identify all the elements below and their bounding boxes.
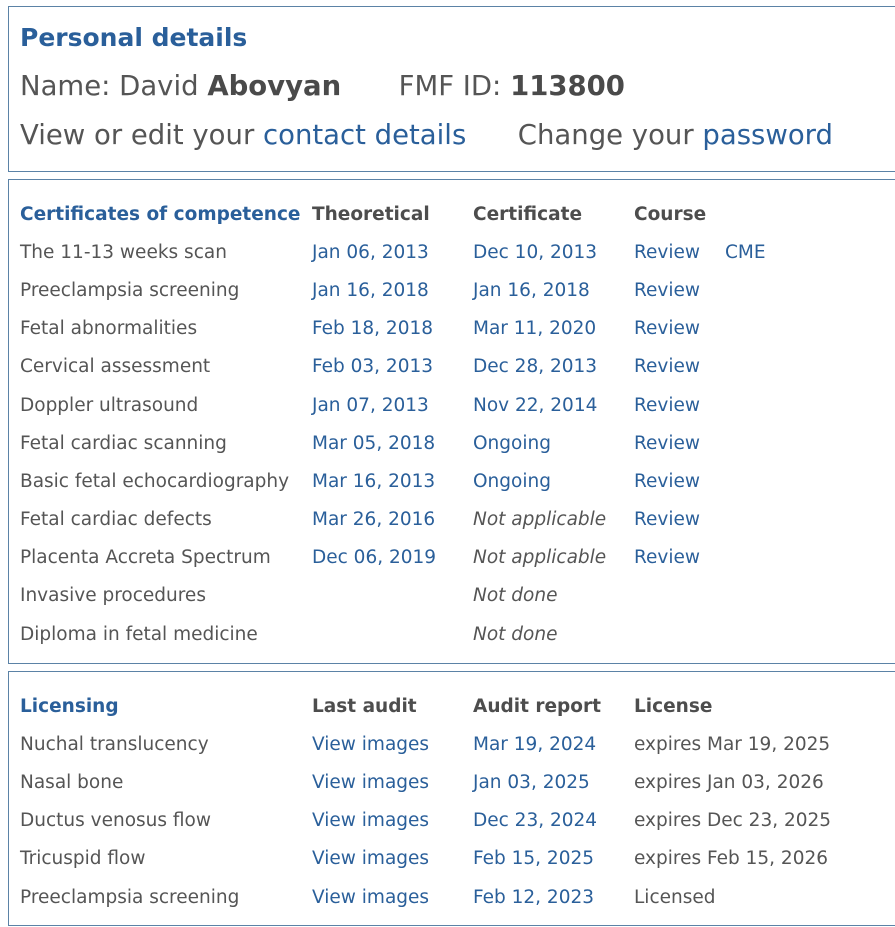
licensing-table — [20, 687, 894, 916]
license-status: expires Mar 19, 2025 — [634, 733, 831, 755]
view-images-link[interactable]: View images — [312, 771, 430, 793]
certificates-panel — [8, 179, 895, 664]
name-label: Name: — [20, 70, 111, 102]
table-row — [20, 386, 805, 424]
audit-report-link[interactable]: Feb 12, 2023 — [473, 886, 595, 908]
col-header-certificate: Certificate — [473, 203, 582, 225]
certificate-status: Not applicable — [473, 509, 607, 531]
view-images-link[interactable]: View images — [312, 810, 430, 832]
theoretical-date-link[interactable]: Feb 18, 2018 — [312, 318, 434, 340]
last-name: Abovyan — [207, 70, 342, 102]
certificate-name: Cervical assessment — [20, 356, 211, 378]
certificate-name: Fetal abnormalities — [20, 318, 198, 340]
col-header-course: Course — [634, 203, 707, 225]
certificate-name: Fetal cardiac scanning — [20, 432, 227, 454]
certificate-name: Placenta Accreta Spectrum — [20, 547, 271, 569]
personal-details-panel — [8, 6, 895, 172]
table-row — [20, 310, 805, 348]
extra-cell — [725, 462, 805, 500]
table-row — [20, 840, 894, 878]
theoretical-empty — [312, 577, 473, 615]
course-empty — [634, 577, 725, 615]
licensing-section-title: Licensing — [20, 695, 119, 717]
cme-link[interactable]: CME — [725, 241, 766, 263]
contact-details-link[interactable]: contact details — [263, 119, 467, 151]
certificate-date-link[interactable]: Nov 22, 2014 — [473, 394, 598, 416]
col-header-license: License — [634, 695, 713, 717]
license-status: expires Feb 15, 2026 — [634, 848, 829, 870]
license-status: Licensed — [634, 886, 716, 908]
view-edit-text: View or edit your — [20, 119, 255, 151]
password-link[interactable]: password — [702, 119, 833, 151]
extra-cell — [725, 424, 805, 462]
certificates-section-title: Certificates of competence — [20, 203, 301, 225]
table-row — [20, 233, 805, 271]
certificate-name: Diploma in fetal medicine — [20, 623, 258, 645]
extra-cell — [725, 615, 805, 653]
review-link[interactable]: Review — [634, 356, 701, 378]
certificate-date-link[interactable]: Dec 28, 2013 — [473, 356, 598, 378]
identity-line — [20, 70, 625, 102]
license-item-name: Preeclampsia screening — [20, 886, 240, 908]
license-item-name: Ductus venosus flow — [20, 810, 211, 832]
view-images-link[interactable]: View images — [312, 848, 430, 870]
certificates-table — [20, 195, 805, 653]
table-row — [20, 539, 805, 577]
extra-cell — [725, 501, 805, 539]
table-row — [20, 763, 894, 801]
licensing-header-row — [20, 687, 894, 725]
certificate-status-link[interactable]: Ongoing — [473, 470, 551, 492]
extra-cell — [725, 348, 805, 386]
certificate-date-link[interactable]: Jan 16, 2018 — [473, 279, 590, 301]
audit-report-link[interactable]: Feb 15, 2025 — [473, 848, 595, 870]
first-name: David — [119, 70, 199, 102]
license-item-name: Tricuspid flow — [20, 848, 146, 870]
table-row — [20, 725, 894, 763]
theoretical-date-link[interactable]: Jan 07, 2013 — [312, 394, 429, 416]
review-link[interactable]: Review — [634, 470, 701, 492]
course-empty — [634, 615, 725, 653]
review-link[interactable]: Review — [634, 318, 701, 340]
theoretical-empty — [312, 615, 473, 653]
review-link[interactable]: Review — [634, 432, 701, 454]
license-status: expires Jan 03, 2026 — [634, 771, 824, 793]
view-images-link[interactable]: View images — [312, 733, 430, 755]
review-link[interactable]: Review — [634, 279, 701, 301]
view-images-link[interactable]: View images — [312, 886, 430, 908]
theoretical-date-link[interactable]: Mar 26, 2016 — [312, 509, 436, 531]
col-header-audit-report: Audit report — [473, 695, 601, 717]
table-row — [20, 577, 805, 615]
license-status: expires Dec 23, 2025 — [634, 810, 832, 832]
review-link[interactable]: Review — [634, 509, 701, 531]
table-row — [20, 878, 894, 916]
fmf-id-value: 113800 — [510, 70, 625, 102]
table-row — [20, 424, 805, 462]
theoretical-date-link[interactable]: Dec 06, 2019 — [312, 547, 437, 569]
col-header-last-audit: Last audit — [312, 695, 417, 717]
theoretical-date-link[interactable]: Mar 05, 2018 — [312, 432, 436, 454]
audit-report-link[interactable]: Dec 23, 2024 — [473, 810, 598, 832]
theoretical-date-link[interactable]: Mar 16, 2013 — [312, 470, 436, 492]
table-row — [20, 348, 805, 386]
theoretical-date-link[interactable]: Jan 06, 2013 — [312, 241, 429, 263]
certificate-name: Preeclampsia screening — [20, 279, 240, 301]
certificate-name: Basic fetal echocardiography — [20, 470, 290, 492]
certificate-date-link[interactable]: Dec 10, 2013 — [473, 241, 598, 263]
theoretical-date-link[interactable]: Jan 16, 2018 — [312, 279, 429, 301]
extra-cell — [725, 271, 805, 309]
review-link[interactable]: Review — [634, 547, 701, 569]
audit-report-link[interactable]: Jan 03, 2025 — [473, 771, 590, 793]
extra-cell — [725, 539, 805, 577]
fmf-id-label: FMF ID: — [398, 70, 502, 102]
table-row — [20, 271, 805, 309]
review-link[interactable]: Review — [634, 394, 701, 416]
license-item-name: Nuchal translucency — [20, 733, 209, 755]
audit-report-link[interactable]: Mar 19, 2024 — [473, 733, 597, 755]
certificate-status: Not applicable — [473, 547, 607, 569]
table-row — [20, 462, 805, 500]
certificate-status-link[interactable]: Ongoing — [473, 432, 551, 454]
theoretical-date-link[interactable]: Feb 03, 2013 — [312, 356, 434, 378]
account-links-line — [20, 119, 833, 151]
certificate-date-link[interactable]: Mar 11, 2020 — [473, 318, 597, 340]
table-row — [20, 802, 894, 840]
certificate-name: Invasive procedures — [20, 585, 206, 607]
review-link[interactable]: Review — [634, 241, 701, 263]
license-item-name: Nasal bone — [20, 771, 124, 793]
certificate-name: Doppler ultrasound — [20, 394, 199, 416]
col-header-extra — [725, 195, 805, 233]
personal-details-title: Personal details — [20, 23, 248, 52]
change-password-text: Change your — [517, 119, 694, 151]
table-row — [20, 501, 805, 539]
extra-cell — [725, 577, 805, 615]
table-row — [20, 615, 805, 653]
extra-cell — [725, 310, 805, 348]
certificate-status: Not done — [473, 585, 558, 607]
licensing-panel — [8, 671, 895, 926]
col-header-theoretical: Theoretical — [312, 203, 430, 225]
certificate-name: The 11-13 weeks scan — [20, 241, 227, 263]
extra-cell — [725, 386, 805, 424]
certificate-name: Fetal cardiac defects — [20, 509, 212, 531]
certificates-header-row — [20, 195, 805, 233]
certificate-status: Not done — [473, 623, 558, 645]
